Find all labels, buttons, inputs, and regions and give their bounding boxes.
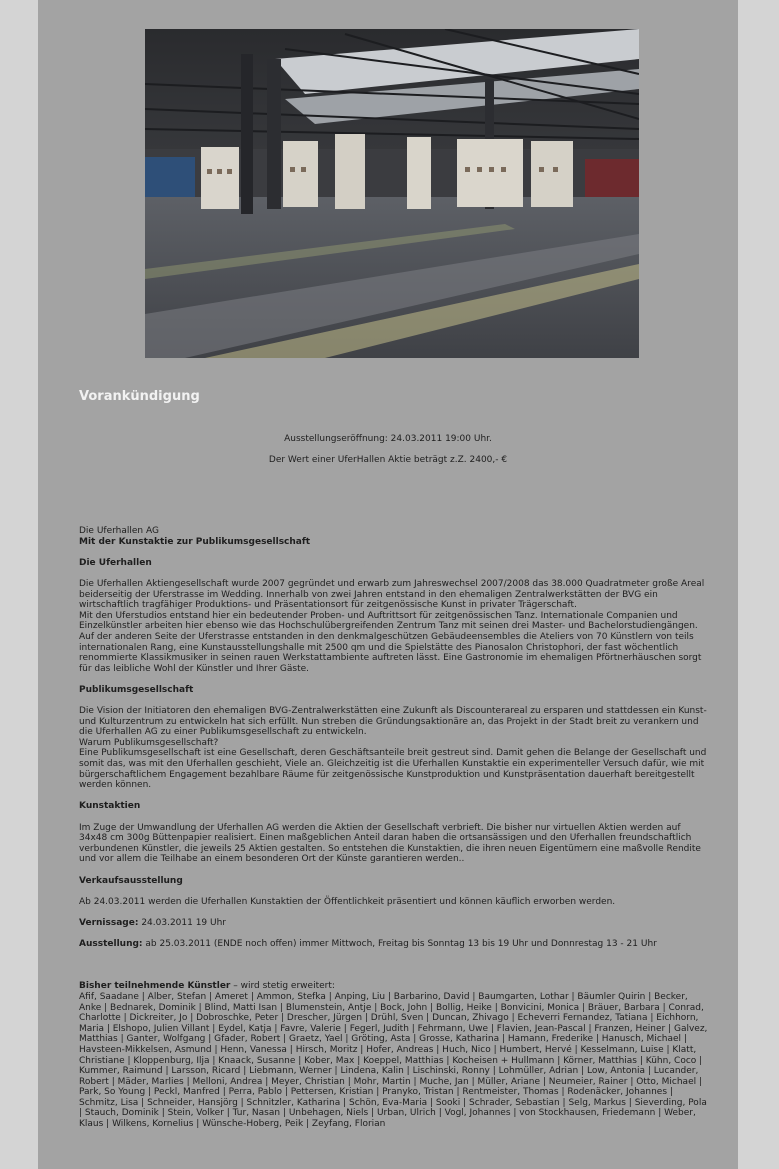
share-value: Der Wert einer UferHallen Aktie beträgt z.Z. 2400,- € (268, 455, 508, 465)
artists-list: Afif, Saadane | Alber, Stefan | Ameret | Ammon, Stefka | Anping, Liu | Barbarino, David | Baumgarten, Lothar | Bäumler Quirin | Becker, Anke | Bednarek, Dominik | Blind, Matti Isan | Blumenstein, Antje | Bock, John | Bollig, Heike | Bonvicini, Monica | Bräuer, Barbara | Conrad, Charlotte | Dickreiter, Jo | Dobroschke, Peter | Drescher, Jürgen | Drühl, Sven | Duncan, Zhivago | Echeverri Fernandez, Tatiana | Eichhorn, Maria | Elshopo, Julien Villant | Eydel, Katja | Favre, Valerie | Fegerl, Judith | Fehrmann, Uwe | Flavien, Jean-Pascal | Franzen, Heiner | Galvez, Matthias | Ganter, Wolfgang | Gfader, Robert | Graetz, Yael | Gröting, Asta | Grosse, Katharina | Hamann, Frederike | Hanusch, Michael | Havsteen-Mikkelsen, Asmund | Henn, Vanessa | Hirsch, Moritz | Hofer, Andreas | Huch, Nico | Humbert, Hervé | Kesselmann, Luise | Klatt, Christiane | Kloppenburg, Ilja | Knaack, Susanne | Kober, Max | Koeppel, Matthias | Kocheisen + Hullmann | Körner, Matthias | Kühn, Coco | Kummer, Raimund | Larsson, Ricard | Liebmann, Werner | Lindena, Kalin | Lischinski, Ronny | Lohmüller, Adrian | Low, Antonia | Lucander, Robert | Mäder, Marlies | Melloni, Andrea | Meyer, Christian | Mohr, Martin | Muche, Jan | Müller, Ariane | Neumeier, Rainer | Otto, Michael | Park, So Young | Peckl, Manfred | Perra, Pablo | Pettersen, Kristian | Pranyko, Tristan | Rentmeister, Thomas | Rodenäcker, Johannes | Schmitz, Lisa | Schneider, Hansjörg | Schnitzler, Katharina | Schön, Eva-Maria | Sooki | Schrader, Sebastian | Selg, Markus | Sieverding, Pola | Stauch, Dominik | Stein, Volker | Tur, Nasan | Unbehagen, Niels | Urban, Ulrich | Vogl, Johannes | von Stockhausen, Friedemann | Weber, Klaus | Wilkens, Kornelius | Wünsche-Hoberg, Peik | Zeyfang, Florian (79, 991, 708, 1130)
section-title-uferhallen: Die Uferhallen (79, 557, 152, 568)
section-title-kunstaktien: Kunstaktien (79, 801, 141, 812)
opening-date: Ausstellungseröffnung: 24.03.2011 19:00 Uhr. (284, 434, 492, 444)
paragraph: Warum Publikumsgesellschaft? (79, 737, 219, 748)
ausstellung-label: Ausstellung: (79, 939, 143, 950)
artists-suffix: – wird stetig erweitert: (230, 981, 335, 992)
section-title-publikumsgesellschaft: Publikumsgesellschaft (79, 684, 194, 695)
artists-header (79, 981, 710, 992)
exhibition-hall-photo (145, 29, 639, 358)
paragraph: Auf der anderen Seite der Uferstrasse entstanden in den denkmalgeschützen Gebäudeensembles die Ateliers von 70 Künstlern von teils internationalen Rang, eine Kunstausstellungshalle mit 2500 qm und die Spielstätte des Pianosalon Christophori, der fast wöchentlich renommierte Klassikmusiker in seinen rauen Werkstattambiente auftreten lässt. Eine Gastronomie im ehemaligen Pförtnerhäuschen sorgt für das leibliche Wohl der Künstler und Ihrer Gäste. (79, 631, 702, 674)
vernissage-line (79, 918, 710, 929)
paragraph: Im Zuge der Umwandlung der Uferhallen AG werden die Aktien der Gesellschaft verbrieft. Die bisher nur virtuellen Aktien werden auf 34x48 cm 300g Büttenpapier realisiert. Einen maßgeblichen Anteil daran haben die ortsansässigen und den Uferhallen freundschaftlich verbundenen Künstler, die jeweils 25 Aktien gestalten. So entstehen die Kunstaktien, die ihren neuen Eigentümern eine maßvolle Rendite und vor allem die Teilhabe an einem besonderen Ort der Künste garantieren werden.. (79, 822, 701, 865)
artists-label: Bisher teilnehmende Künstler (79, 981, 231, 992)
article-subtitle: Mit der Kunstaktie zur Publikumsgesellschaft (79, 536, 311, 547)
section-title-verkaufsausstellung: Verkaufsausstellung (79, 875, 183, 886)
vernissage-label: Vernissage: (79, 917, 139, 928)
page-heading: Vorankündigung (79, 389, 200, 404)
ausstellung-text: ab 25.03.2011 (ENDE noch offen) immer Mittwoch, Freitag bis Sonntag 13 bis 19 Uhr und Donnrestag 13 - 21 Uhr (142, 939, 657, 950)
paragraph: Ab 24.03.2011 werden die Uferhallen Kunstaktien der Öffentlichkeit präsentiert und können käuflich erworben werden. (79, 896, 616, 907)
paragraph: Eine Publikumsgesellschaft ist eine Gesellschaft, deren Geschäftsanteile breit gestreut sind. Damit gehen die Belange der Gesellschaft und somit das, was mit den Uferhallen geschieht, Viele an. Gleichzeitig ist die Uferhallen Kunstaktie ein experimenteller Versuch dafür, wie mit bürgerschaftlichem Engagement bezahlbare Räume für zeitgenössische Kunstproduktion und Kunstpräsentation dauerhaft bereitgestellt werden können. (79, 748, 707, 791)
paragraph: Die Uferhallen Aktiengesellschaft wurde 2007 gegründet und erwarb zum Jahreswechsel 2007/2008 das 38.000 Quadratmeter große Areal beiderseitig der Uferstrasse im Wedding. Innerhalb von zwei Jahren entstand in den ehemaligen Zentralwerkstätten der BVG ein wirtschaftlich tragfähiger Produktions- und Präsentationsort für zeitgenössische Kunst in privater Trägerschaft. (79, 578, 705, 611)
page-column (38, 0, 738, 1169)
article-body (79, 526, 710, 1130)
paragraph: Die Vision der Initiatoren den ehemaligen BVG-Zentralwerkstätten eine Zukunft als Discounterareal zu ersparen und stattdessen ein Kunst- und Kulturzentrum zu entwickeln hat sich erfüllt. Nun streben die Gründungsaktionäre an, das Projekt in der Stadt breit zu verankern und die Uferhallen AG zu einer Publikumsgesellschaft zu entwickeln. (79, 706, 707, 738)
ausstellung-line (79, 939, 710, 950)
company-name: Die Uferhallen AG (79, 526, 159, 536)
paragraph: Mit den Uferstudios entstand hier ein bedeutender Proben- und Auftrittsort für zeitgenössischen Tanz. Internationale Companien und Einzelkünstler arbeiten hier ebenso wie das Hochschulübergreifenden Zentrum Tanz mit seinen drei Master- und Bachelorstudiengängen. (79, 610, 698, 632)
vernissage-text: 24.03.2011 19 Uhr (138, 917, 227, 928)
